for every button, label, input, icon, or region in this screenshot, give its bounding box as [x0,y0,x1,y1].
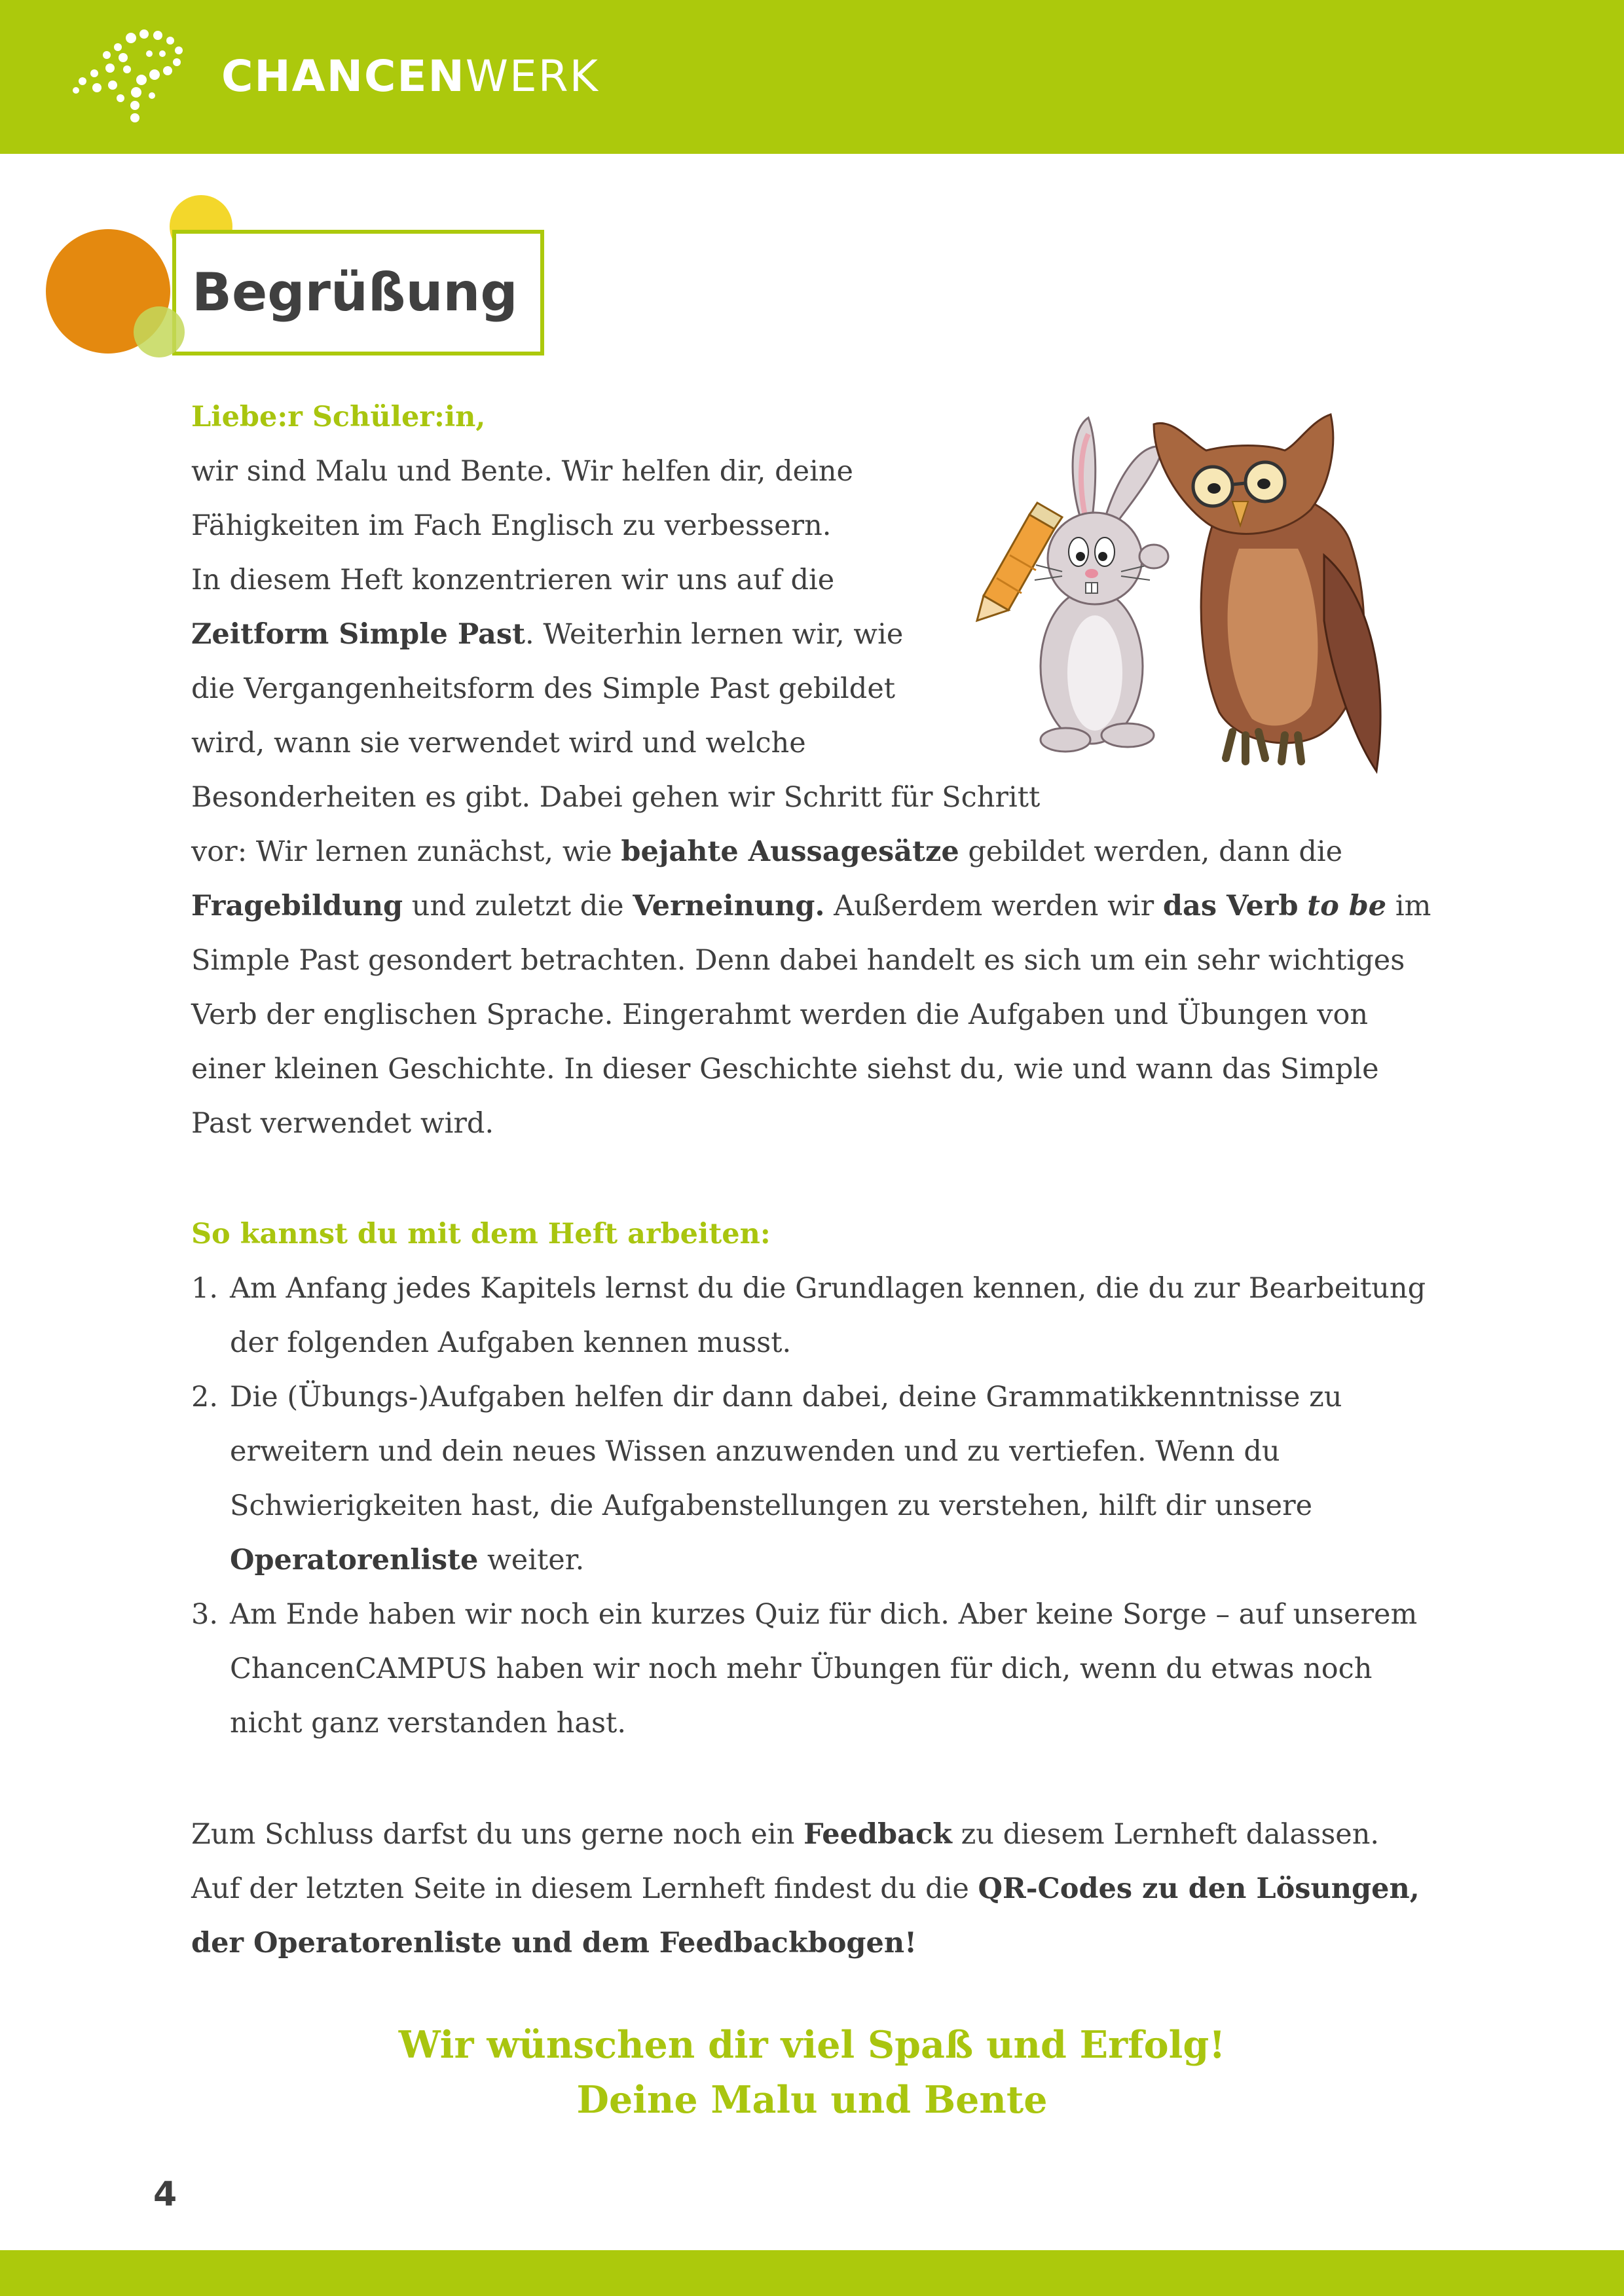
intro-line: Zeitform Simple Past. Weiterhin lernen wir, wie [191,618,904,651]
list-item [191,1588,1435,1751]
list-item [191,1370,1435,1588]
intro-line: Fähigkeiten im Fach Englisch zu verbessern. [191,509,832,542]
intro-line: In diesem Heft konzentrieren wir uns auf die [191,564,835,596]
list-item-text: Die (Übungs-)Aufgaben helfen dir dann dabei, deine Grammatikkenntnisse zu erweitern und dein neues Wissen anzuwenden und zu vertiefen. Wenn du Schwierigkeiten hast, die Aufgabenstellungen zu verstehen, hilft dir unsere [230,1381,1342,1522]
page-title: Begrüßung [192,262,518,323]
bunny-and-owl-illustration [957,405,1390,783]
list-number: 1. [191,1272,219,1305]
owl-illustration [1154,414,1380,771]
list-number: 2. [191,1381,219,1413]
header-bar [0,0,1624,154]
closing-paragraph: Zum Schluss darfst du uns gerne noch ein Feedback zu diesem Lernheft dalassen. Auf der letzten Seite in diesem Lernheft findest du die QR-Codes zu den Lösungen, der Operatorenliste und dem Feedbackbogen! [191,1818,1420,1959]
final-line: Wir wünschen dir viel Spaß und Erfolg! [398,2023,1226,2067]
title-box [172,230,544,355]
list-item-text: Am Anfang jedes Kapitels lernst du die Grundlagen kennen, die du zur Bearbeitung der folgenden Aufgaben kennen musst. [230,1272,1426,1359]
chancenwerk-logo-icon [71,27,202,126]
list-item-bold: Operatorenliste [230,1544,479,1576]
lime-circle-decoration [134,306,185,357]
list-item-text: weiter. [487,1544,585,1576]
intro-line: wir sind Malu und Bente. Wir helfen dir, deine [191,455,854,488]
page-number: 4 [153,2175,177,2214]
brand-logo-text: CHANCENWERK [221,51,599,101]
howto-heading: So kannst du mit dem Heft arbeiten: [191,1218,771,1250]
list-number: 3. [191,1598,219,1631]
list-item-text: Am Ende haben wir noch ein kurzes Quiz für dich. Aber keine Sorge – auf unserem ChancenCAMPUS haben wir noch mehr Übungen für dich, wenn du etwas noch nicht ganz verstanden hast. [230,1598,1418,1740]
list-item [191,1262,1435,1370]
intro-line: Besonderheiten es gibt. Dabei gehen wir Schritt für Schritt [191,781,1041,814]
bunny-illustration [1035,418,1168,752]
footer-bar [0,2250,1624,2296]
final-wishes [0,2018,1624,2128]
intro-line: wird, wann sie verwendet wird und welche [191,727,806,759]
greeting: Liebe:r Schüler:in, [191,401,486,433]
intro-line: die Vergangenheitsform des Simple Past gebildet [191,672,896,705]
howto-list [191,1262,1435,1751]
signature-line: Deine Malu und Bente [576,2078,1048,2122]
intro-paragraph: vor: Wir lernen zunächst, wie bejahte Aussagesätze gebildet werden, dann die Fragebildung und zuletzt die Verneinung. Außerdem werden wir das Verb to be im Simple Past gesondert betrachten. Denn dabei handelt es sich um ein sehr wichtiges Verb der englischen Sprache. Eingerahmt werden die Aufgaben und Übungen von einer kleinen Geschichte. In dieser Geschichte siehst du, wie und wann das Simple Past verwendet wird. [191,835,1431,1140]
